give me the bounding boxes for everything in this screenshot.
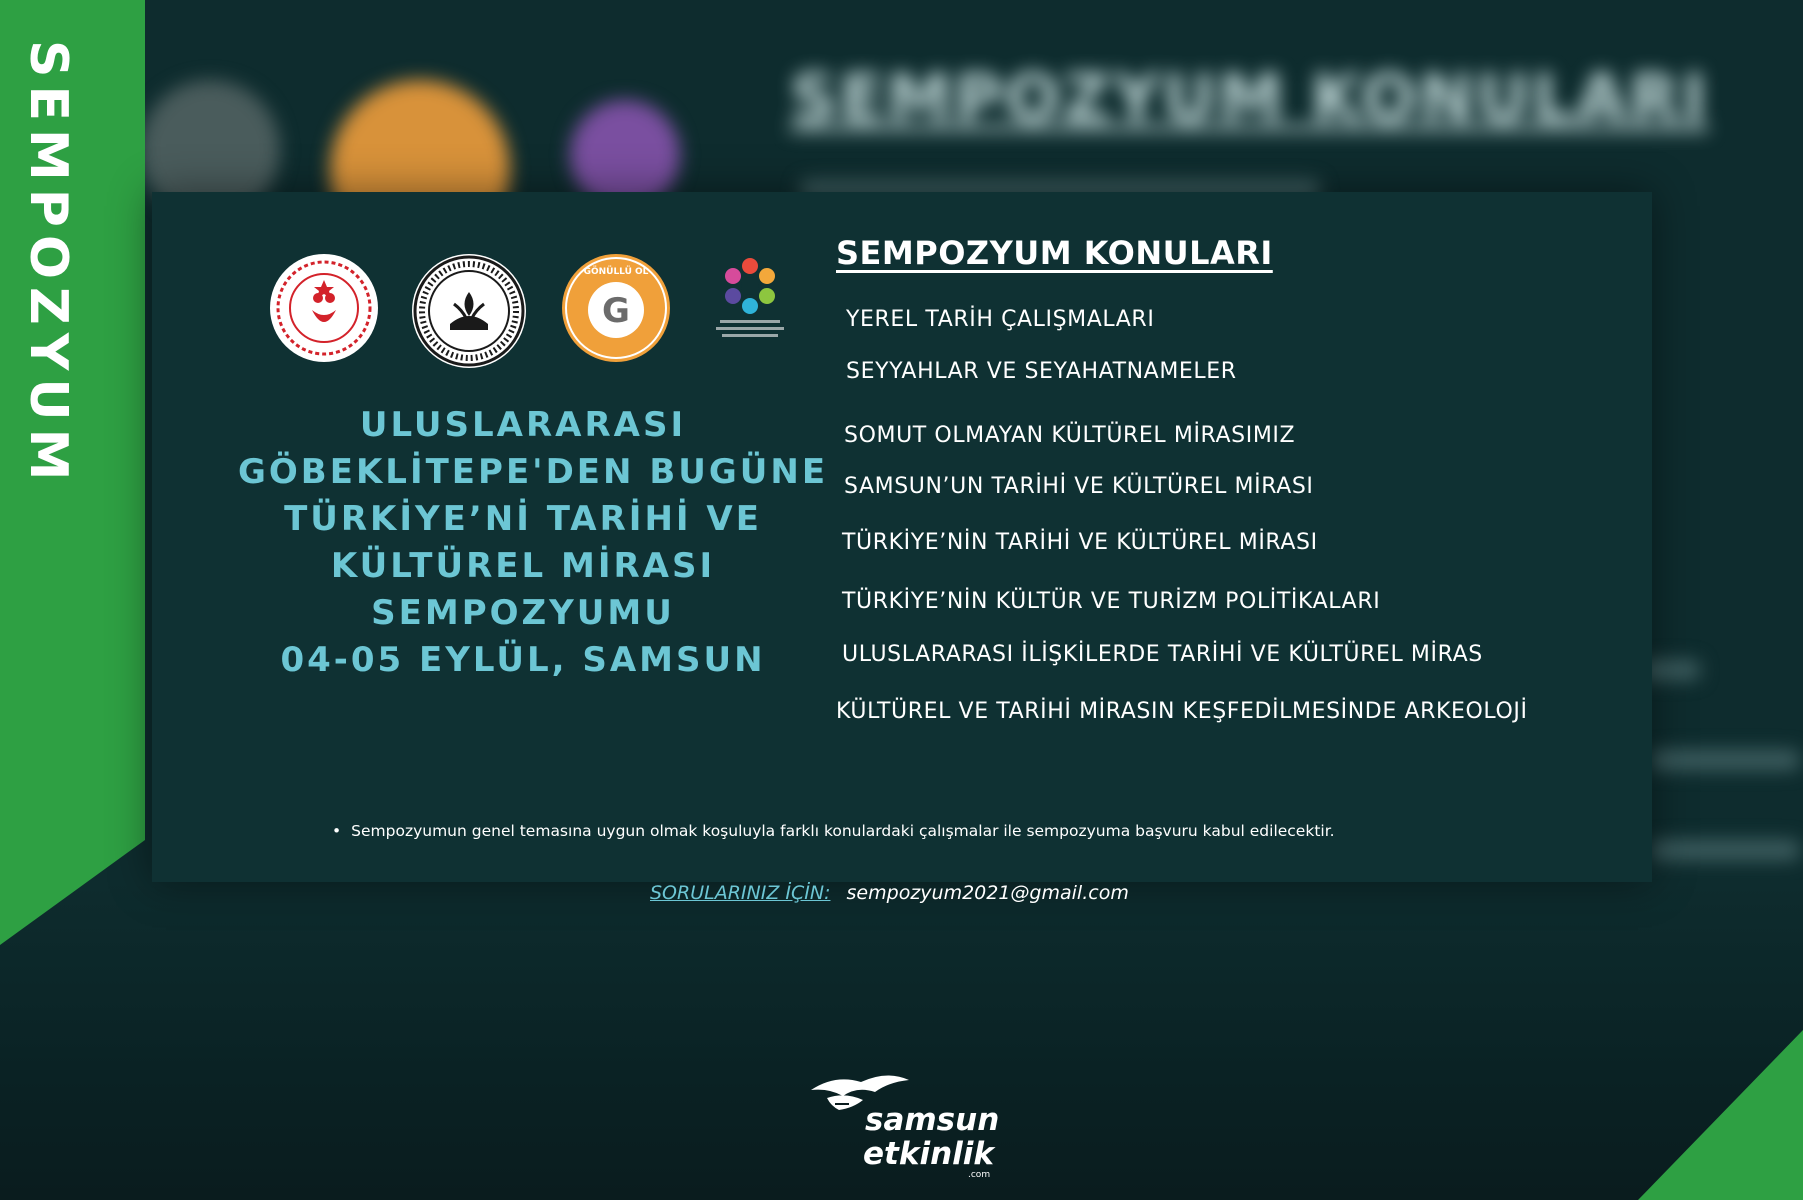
topic-item: TÜRKİYE’NİN TARİHİ VE KÜLTÜREL MİRASI — [842, 530, 1318, 555]
gsb-logo — [268, 252, 380, 364]
event-title-line: ULUSLARARASI — [359, 405, 687, 445]
event-title-line: GÖBEKLİTEPE'DEN BUGÜNE — [238, 452, 829, 492]
topic-item: SOMUT OLMAYAN KÜLTÜREL MİRASIMIZ — [844, 423, 1296, 448]
svg-text:G: G — [602, 291, 630, 331]
contact-email-link[interactable]: sempozyum2021@gmail.com — [846, 882, 1129, 904]
event-date-line: 04-05 EYLÜL, SAMSUN — [280, 640, 766, 680]
samsun-etkinlik-logo[interactable] — [805, 1068, 1005, 1183]
event-title-line: KÜLTÜREL MİRASI — [330, 546, 716, 586]
academic-seal — [410, 252, 528, 370]
side-band — [0, 0, 145, 1200]
corner-accent — [1638, 1030, 1803, 1200]
event-title — [238, 402, 829, 684]
application-note — [332, 822, 1335, 840]
topic-item: TÜRKİYE’NİN KÜLTÜR VE TURİZM POLİTİKALARI — [842, 589, 1381, 614]
genclik-projeleri-logo — [710, 252, 790, 348]
brand-line1: samsun — [865, 1102, 1000, 1138]
poster-card — [152, 192, 1652, 904]
topic-item: YEREL TARİH ÇALIŞMALARI — [846, 307, 1155, 332]
brand-suffix: .com — [968, 1170, 991, 1180]
svg-text:GÖNÜLLÜ OL: GÖNÜLLÜ OL — [583, 267, 649, 277]
contact-label: SORULARINIZ İÇİN: — [650, 882, 831, 904]
topic-item: SAMSUN’UN TARİHİ VE KÜLTÜREL MİRASI — [844, 474, 1314, 499]
topic-item: ULUSLARARASI İLİŞKİLERDE TARİHİ VE KÜLTÜREL MİRAS — [842, 642, 1483, 667]
topic-item: KÜLTÜREL VE TARİHİ MİRASIN KEŞFEDİLMESİNDE ARKEOLOJİ — [836, 699, 1528, 724]
gonullu-ol-badge — [560, 252, 672, 364]
topic-item: SEYYAHLAR VE SEYAHATNAMELER — [846, 359, 1237, 384]
brand-line2: etkinlik — [863, 1136, 995, 1172]
contact-line — [650, 882, 1129, 904]
side-label: SEMPOZYUM — [18, 40, 78, 489]
event-title-line: TÜRKİYE’Nİ TARİHİ VE — [284, 499, 762, 539]
blurred-background: SEMPOZYUM KONULARI — [0, 0, 1803, 1200]
note-text: Sempozyumun genel temasına uygun olmak koşuluyla farklı konulardaki çalışmalar ile sempozyuma başvuru kabul edilecektir. — [351, 822, 1335, 840]
event-title-line: SEMPOZYUMU — [371, 593, 675, 633]
bullet-icon: • — [332, 822, 342, 840]
topics-heading: SEMPOZYUM KONULARI — [836, 234, 1273, 272]
